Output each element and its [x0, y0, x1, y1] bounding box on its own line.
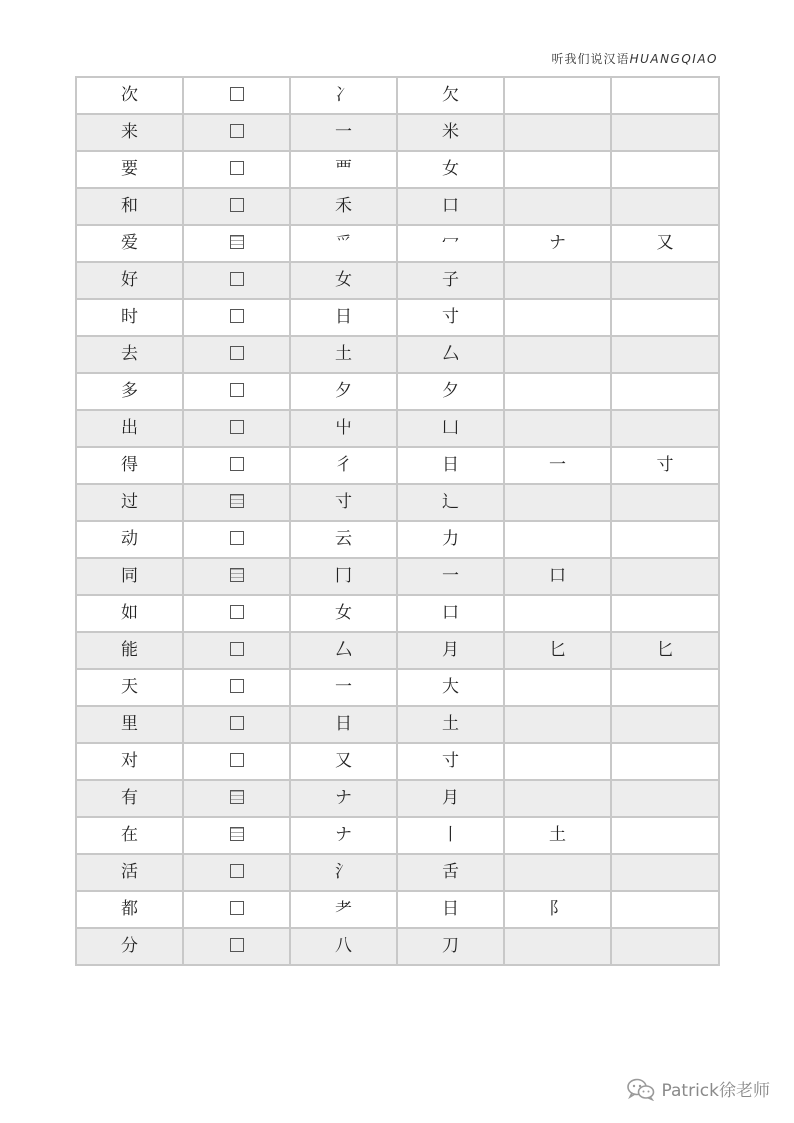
stroke-box-cell [183, 114, 290, 151]
stroke-box-cell [183, 225, 290, 262]
stroke-box-cell [183, 484, 290, 521]
component-cell: 彳 [290, 447, 397, 484]
stroke-box-cell [183, 336, 290, 373]
stroke-box-cell [183, 521, 290, 558]
component-cell: 氵 [290, 854, 397, 891]
component-cell: 一 [397, 558, 504, 595]
table-row [76, 891, 719, 928]
component-cell: 禾 [290, 188, 397, 225]
stroke-box-cell [183, 706, 290, 743]
table-row [76, 336, 719, 373]
component-cell [611, 410, 719, 447]
stroke-box-cell [183, 780, 290, 817]
stroke-box-cell [183, 632, 290, 669]
stroke-box-cell [183, 595, 290, 632]
component-cell: 日 [397, 891, 504, 928]
component-cell: 丨 [397, 817, 504, 854]
character-cell: 过 [76, 484, 183, 521]
stroke-box-cell [183, 447, 290, 484]
character-cell: 爱 [76, 225, 183, 262]
table-row [76, 928, 719, 965]
stroke-box-cell [183, 669, 290, 706]
stroke-box-icon [230, 790, 244, 804]
component-cell: 一 [290, 114, 397, 151]
component-cell: 寸 [611, 447, 719, 484]
table-row [76, 151, 719, 188]
component-cell: 日 [397, 447, 504, 484]
table-row [76, 706, 719, 743]
component-cell [611, 891, 719, 928]
component-cell [611, 558, 719, 595]
component-cell [611, 817, 719, 854]
component-cell: 凵 [397, 410, 504, 447]
character-cell: 要 [76, 151, 183, 188]
component-cell: 土 [397, 706, 504, 743]
component-cell [611, 262, 719, 299]
component-cell [504, 743, 611, 780]
table-row [76, 521, 719, 558]
table-row [76, 632, 719, 669]
component-cell [611, 669, 719, 706]
stroke-box-cell [183, 188, 290, 225]
stroke-box-cell [183, 262, 290, 299]
component-cell [504, 669, 611, 706]
component-cell: 大 [397, 669, 504, 706]
component-cell: 口 [397, 188, 504, 225]
character-cell: 来 [76, 114, 183, 151]
table-row [76, 595, 719, 632]
character-cell: 里 [76, 706, 183, 743]
stroke-box-cell [183, 817, 290, 854]
watermark-text: Patrick徐老师 [661, 1081, 770, 1101]
stroke-box-icon [230, 901, 244, 915]
table-row [76, 299, 719, 336]
component-cell: ナ [290, 817, 397, 854]
stroke-box-icon [230, 531, 244, 545]
stroke-box-icon [230, 198, 244, 212]
stroke-box-icon [230, 346, 244, 360]
component-cell [504, 373, 611, 410]
character-cell: 时 [76, 299, 183, 336]
stroke-box-icon [230, 235, 244, 249]
character-cell: 去 [76, 336, 183, 373]
component-cell [611, 151, 719, 188]
header-title-chinese: 听我们说汉语 [551, 52, 630, 66]
component-cell: 女 [290, 262, 397, 299]
component-cell: 月 [397, 632, 504, 669]
table-row [76, 225, 719, 262]
stroke-box-icon [230, 124, 244, 138]
stroke-box-icon [230, 309, 244, 323]
component-cell: 日 [290, 706, 397, 743]
component-cell: 寸 [397, 299, 504, 336]
component-cell: 土 [290, 336, 397, 373]
component-cell: ナ [504, 225, 611, 262]
stroke-box-icon [230, 827, 244, 841]
component-cell [611, 114, 719, 151]
stroke-box-icon [230, 753, 244, 767]
component-cell [504, 299, 611, 336]
component-cell: 一 [504, 447, 611, 484]
component-cell: 冂 [290, 558, 397, 595]
component-cell [611, 336, 719, 373]
stroke-box-icon [230, 864, 244, 878]
component-cell: 舌 [397, 854, 504, 891]
stroke-box-cell [183, 373, 290, 410]
component-cell [504, 114, 611, 151]
stroke-box-cell [183, 77, 290, 114]
component-cell: 又 [611, 225, 719, 262]
table-row [76, 484, 719, 521]
character-cell: 好 [76, 262, 183, 299]
component-cell: 口 [504, 558, 611, 595]
component-cell [611, 188, 719, 225]
table-row [76, 77, 719, 114]
component-cell: 土 [504, 817, 611, 854]
stroke-box-cell [183, 854, 290, 891]
table-row [76, 410, 719, 447]
component-cell: 覀 [290, 151, 397, 188]
table-row [76, 780, 719, 817]
component-cell: 日 [290, 299, 397, 336]
stroke-box-icon [230, 938, 244, 952]
character-cell: 出 [76, 410, 183, 447]
component-cell: 女 [397, 151, 504, 188]
stroke-box-cell [183, 891, 290, 928]
stroke-box-cell [183, 151, 290, 188]
character-cell: 对 [76, 743, 183, 780]
component-cell [504, 151, 611, 188]
character-cell: 都 [76, 891, 183, 928]
component-cell: 口 [397, 595, 504, 632]
component-cell: 又 [290, 743, 397, 780]
character-cell: 活 [76, 854, 183, 891]
component-cell [504, 188, 611, 225]
component-cell [611, 299, 719, 336]
table-row [76, 262, 719, 299]
character-cell: 有 [76, 780, 183, 817]
stroke-box-icon [230, 605, 244, 619]
component-cell: 冫 [290, 77, 397, 114]
component-cell [611, 484, 719, 521]
character-cell: 在 [76, 817, 183, 854]
component-cell [504, 410, 611, 447]
component-cell: ナ [290, 780, 397, 817]
table-row [76, 558, 719, 595]
stroke-box-icon [230, 161, 244, 175]
table-row [76, 188, 719, 225]
component-cell: 阝 [504, 891, 611, 928]
stroke-box-icon [230, 679, 244, 693]
component-cell: 女 [290, 595, 397, 632]
table-row [76, 743, 719, 780]
component-cell: 厶 [397, 336, 504, 373]
table-row [76, 817, 719, 854]
component-cell: 月 [397, 780, 504, 817]
component-cell: 屮 [290, 410, 397, 447]
component-cell: 寸 [290, 484, 397, 521]
component-cell: 寸 [397, 743, 504, 780]
stroke-box-cell [183, 743, 290, 780]
table-row [76, 114, 719, 151]
table-row [76, 669, 719, 706]
component-cell: 匕 [504, 632, 611, 669]
wechat-icon [626, 1077, 656, 1101]
component-cell [504, 928, 611, 965]
stroke-box-icon [230, 494, 244, 508]
component-cell [504, 484, 611, 521]
stroke-box-cell [183, 558, 290, 595]
component-cell: 匕 [611, 632, 719, 669]
component-cell [611, 373, 719, 410]
stroke-box-icon [230, 383, 244, 397]
watermark [626, 1076, 770, 1101]
stroke-box-icon [230, 87, 244, 101]
component-cell [611, 521, 719, 558]
component-cell: 米 [397, 114, 504, 151]
table-row [76, 373, 719, 410]
component-cell: 子 [397, 262, 504, 299]
component-cell: 夕 [290, 373, 397, 410]
header-title-latin: HUANGQIAO [629, 52, 718, 66]
component-cell [504, 521, 611, 558]
component-cell: 夕 [397, 373, 504, 410]
stroke-box-icon [230, 642, 244, 656]
character-cell: 同 [76, 558, 183, 595]
component-cell: 辶 [397, 484, 504, 521]
stroke-box-cell [183, 928, 290, 965]
component-cell: 刀 [397, 928, 504, 965]
component-cell: 爫 [290, 225, 397, 262]
page-header [552, 50, 718, 67]
character-cell: 如 [76, 595, 183, 632]
table-row [76, 447, 719, 484]
component-cell [504, 854, 611, 891]
component-cell [504, 706, 611, 743]
stroke-box-icon [230, 716, 244, 730]
character-cell: 分 [76, 928, 183, 965]
character-cell: 得 [76, 447, 183, 484]
component-cell [504, 595, 611, 632]
component-cell: 欠 [397, 77, 504, 114]
character-cell: 次 [76, 77, 183, 114]
stroke-box-icon [230, 457, 244, 471]
component-cell [611, 854, 719, 891]
table-body [76, 77, 719, 965]
component-cell: 八 [290, 928, 397, 965]
component-cell: 一 [290, 669, 397, 706]
component-cell: 厶 [290, 632, 397, 669]
character-cell: 动 [76, 521, 183, 558]
character-cell: 多 [76, 373, 183, 410]
stroke-box-icon [230, 568, 244, 582]
character-cell: 和 [76, 188, 183, 225]
component-cell [611, 780, 719, 817]
stroke-box-cell [183, 410, 290, 447]
component-cell [504, 780, 611, 817]
character-component-table [75, 76, 720, 966]
component-cell [611, 595, 719, 632]
component-cell [504, 262, 611, 299]
table-row [76, 854, 719, 891]
stroke-box-icon [230, 420, 244, 434]
component-cell [504, 77, 611, 114]
component-cell [611, 77, 719, 114]
stroke-box-cell [183, 299, 290, 336]
component-cell: 耂 [290, 891, 397, 928]
component-cell: 力 [397, 521, 504, 558]
component-cell: 云 [290, 521, 397, 558]
component-cell [611, 743, 719, 780]
character-cell: 天 [76, 669, 183, 706]
stroke-box-icon [230, 272, 244, 286]
component-cell: 冖 [397, 225, 504, 262]
component-cell [611, 928, 719, 965]
component-cell [504, 336, 611, 373]
character-cell: 能 [76, 632, 183, 669]
component-cell [611, 706, 719, 743]
